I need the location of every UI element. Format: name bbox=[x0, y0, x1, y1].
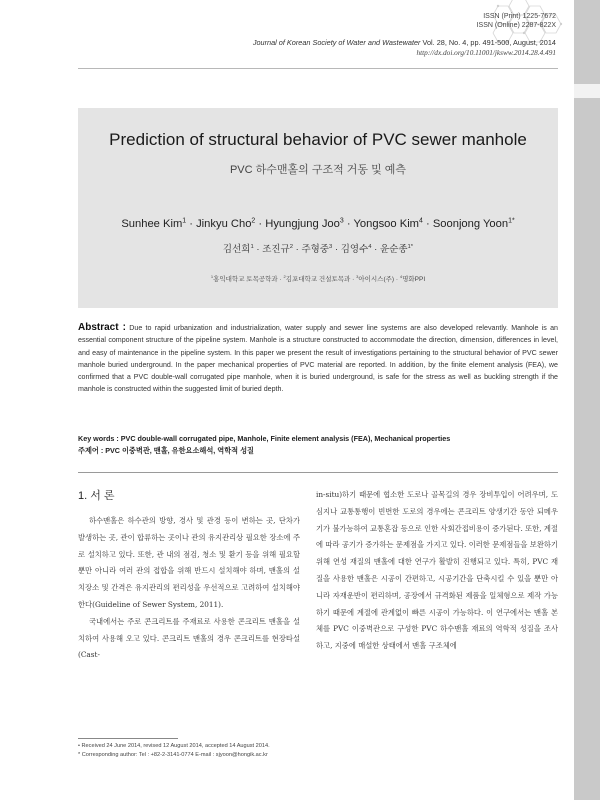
author-name: Yongsoo Kim bbox=[353, 218, 419, 230]
issn-print: ISSN (Print) 1225-7672 bbox=[483, 13, 556, 20]
body-column-right bbox=[316, 487, 558, 655]
issn-block bbox=[477, 12, 556, 30]
affiliation: 홍익대학교 토목공학과 bbox=[213, 276, 278, 283]
affil-sup: 3 bbox=[356, 273, 359, 279]
body-rule bbox=[78, 472, 558, 473]
side-bar-notch bbox=[574, 84, 600, 98]
author-sup: 4 bbox=[368, 243, 372, 250]
body-paragraph: in-situ)하기 때문에 협소한 도로나 골목길의 경우 장비투입이 어려우며, 도심지나 교통통행이 빈번한 도로의 경우에는 콘크리트 양생기간 동안 되메우기가 불가능하여 교통혼잡 등으로 인한 사회간접비용이 증가된다. 또한, 계절에 따라 공기가 증가하는 문제점을 가지고 있다. 이러한 문제점들을 보완하기 위해 연성 재질의 맨홀에 대한 연구가 활발히 진행되고 있다. 특히, PVC 재질을 사용한 맨홀은 시공이 간편하고, 시공기간을 단축시킬 수 있을 뿐만 아니라 자재운반이 편리하며, 공장에서 규격화된 제품을 일체형으로 제작 가능하기 때문에 계절에 관계없이 빠른 시공이 가능하다. 이 연구에서는 맨홀 본체를 PVC 이중벽관으로 구성한 PVC 하수맨홀 재료의 역학적 성질을 조사하고, 지중에 매설한 상태에서 맨홀 구조체에 bbox=[316, 490, 558, 651]
author-sup: 4 bbox=[419, 217, 423, 225]
side-margin-bar bbox=[574, 0, 600, 800]
author-sup: 3 bbox=[339, 217, 344, 225]
paper-title-ko: PVC 하수맨홀의 구조적 거동 및 예측 bbox=[229, 164, 407, 176]
footnote-corresponding: * Corresponding author: Tel : +82-2-3141-0774 E-mail : sjyoon@hongik.ac.kr bbox=[78, 752, 268, 758]
issn-online: ISSN (Online) 2287-822X bbox=[476, 22, 556, 29]
affiliation-list: $^1$홍익대학교 토목공학과 · $^2$김포대학교 건설토목과 · $^3$아이시스(주) · $^4$명화PPI bbox=[210, 273, 426, 283]
affil-sup: 1 bbox=[210, 273, 214, 279]
author-name-ko: 윤순종 bbox=[379, 244, 408, 255]
author-name-ko: 조진규 bbox=[262, 244, 290, 255]
keywords-en: Key words : PVC double-wall corrugated pipe, Manhole, Finite element analysis (FEA), Mechanical properties bbox=[78, 434, 451, 443]
paper-title-en: Prediction of structural behavior of PVC sewer manhole bbox=[109, 130, 527, 149]
body-paragraph: 국내에서는 주로 콘크리트를 주재료로 사용한 콘크리트 맨홀을 설치하여 사용해 오고 있다. 콘크리트 맨홀의 경우 콘크리트를 현장타설(Cast- bbox=[78, 616, 300, 660]
author-list-en: Sunhee Kim$^1$ · Jinkyu Cho$^2$ · Hyungjung Joo$^3$ · Yongsoo Kim$^4$ · Soonjong Yoon$^{1*}$ bbox=[121, 217, 515, 230]
footnote-rule bbox=[78, 738, 178, 739]
abstract-text: Due to rapid urbanization and industrialization, water supply and sewer line systems are also developed relevantly. Manhole is an essential component structure of the pipeline system. Manhole is a structure constructed to accommodate the direction, dimension, differences in level, and easy of maintenance in the pipeline system. In this paper we present the result of investigations pertaining to the structural behavior of PVC sewer manhole buried underground. In the paper mechanical properties of PVC material are reported. In addition, by the finite element analysis (FEA), we confirmed that a PVC double-wall corrugated pipe manhole, when it is buried underground, is safe for the stress as well as buckling strength if the manhole is constructed within the suggested limit of buried depth. bbox=[78, 324, 558, 394]
doi-link[interactable]: http://dx.doi.org/10.11001/jksww.2014.28.4.491 bbox=[416, 48, 556, 57]
author-name: Jinkyu Cho bbox=[196, 218, 252, 230]
section-heading: 1. 서 론 bbox=[78, 490, 115, 502]
author-name-ko: 김영수 bbox=[340, 244, 369, 255]
journal-header bbox=[253, 38, 556, 58]
author-sup: 2 bbox=[289, 243, 293, 250]
author-name: Hyungjung Joo bbox=[265, 218, 340, 230]
author-sup: 1* bbox=[508, 217, 515, 225]
author-name-ko: 주형중 bbox=[301, 244, 329, 255]
abstract-label: Abstract : bbox=[78, 322, 126, 333]
keywords-ko: 주제어 : PVC 이중벽관, 맨홀, 유한요소해석, 역학적 성질 bbox=[78, 446, 255, 455]
author-sup: 1 bbox=[250, 243, 254, 250]
body-paragraph: 하수맨홀은 하수관의 방향, 경사 및 관경 등이 변하는 곳, 단차가 발생하는 곳, 관이 합류하는 곳이나 관의 유지관리상 필요한 장소에 주로 설치하고 있다. 또한, 관 내의 점검, 청소 및 환기 등을 위해 필요할 뿐만 아니라 여러 관의 접합을 위해 반드시 설치해야 하며, 맨홀의 설치장소 및 간격은 유지관리의 편리성을 우선적으로 고려하여 설치해야 한다(Guideline of Sewer System, 2011). bbox=[78, 516, 300, 609]
author-sup: 3 bbox=[328, 243, 333, 250]
title-box bbox=[78, 108, 558, 308]
footnotes bbox=[78, 742, 308, 760]
affiliation: 아이시스(주) bbox=[358, 276, 395, 283]
abstract bbox=[78, 322, 558, 396]
author-name: Soonjong Yoon bbox=[432, 218, 509, 230]
author-sup: 1 bbox=[182, 217, 187, 225]
affiliation: 김포대학교 건설토목과 bbox=[285, 276, 351, 283]
footnote-received: • Received 24 June 2014, revised 12 August 2014, accepted 14 August 2014. bbox=[78, 743, 270, 749]
journal-citation: Vol. 28, No. 4, pp. 491-500, August, 2014 bbox=[422, 38, 556, 47]
body-column-left bbox=[78, 487, 300, 664]
author-list-ko: 김선희$^1$ · 조진규$^2$ · 주형중$^3$ · 김영수$^4$ · 윤순종$^{1*}$ bbox=[222, 243, 414, 255]
author-name: Sunhee Kim bbox=[121, 218, 183, 230]
affil-sup: 2 bbox=[283, 273, 286, 279]
author-sup: 1* bbox=[407, 243, 414, 250]
author-sup: 2 bbox=[251, 217, 256, 225]
affiliation: 명화PPI bbox=[402, 276, 426, 283]
header-rule bbox=[78, 68, 558, 69]
journal-name: Journal of Korean Society of Water and Wastewater bbox=[252, 38, 421, 47]
author-name-ko: 김선희 bbox=[222, 244, 251, 255]
affil-sup: 4 bbox=[399, 273, 403, 279]
keywords-block bbox=[78, 433, 558, 457]
